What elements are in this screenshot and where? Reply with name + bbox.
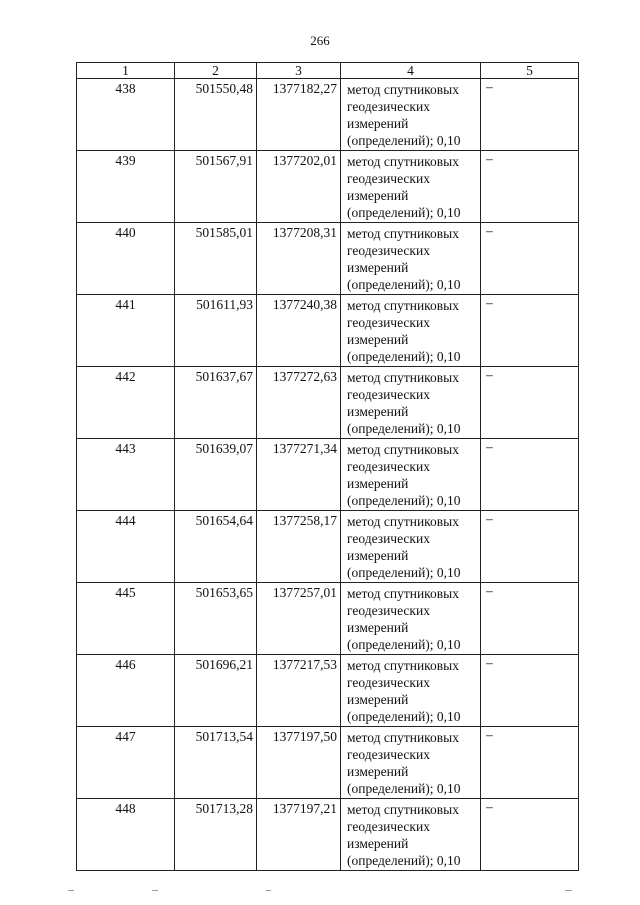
table-row bbox=[77, 439, 579, 511]
table-row bbox=[77, 367, 579, 439]
point-number-cell: 439 bbox=[77, 151, 175, 223]
point-number-cell: 445 bbox=[77, 583, 175, 655]
y-coordinate-cell: 1377217,53 bbox=[257, 655, 341, 727]
method-cell: метод спутниковых геодезических измерений (определений); 0,10 bbox=[341, 511, 481, 583]
method-cell: метод спутниковых геодезических измерений (определений); 0,10 bbox=[341, 151, 481, 223]
coordinates-table bbox=[76, 62, 579, 871]
note-cell: – bbox=[481, 655, 579, 727]
table-row bbox=[77, 511, 579, 583]
table-row bbox=[77, 151, 579, 223]
x-coordinate-cell: 501585,01 bbox=[175, 223, 257, 295]
column-header-4: 4 bbox=[341, 63, 481, 79]
x-coordinate-cell: 501567,91 bbox=[175, 151, 257, 223]
method-cell: метод спутниковых геодезических измерений (определений); 0,10 bbox=[341, 727, 481, 799]
y-coordinate-cell: 1377257,01 bbox=[257, 583, 341, 655]
y-coordinate-cell: 1377197,21 bbox=[257, 799, 341, 871]
x-coordinate-cell: 501550,48 bbox=[175, 79, 257, 151]
note-cell: – bbox=[481, 727, 579, 799]
column-header-2: 2 bbox=[175, 63, 257, 79]
point-number-cell: 446 bbox=[77, 655, 175, 727]
point-number-cell: 440 bbox=[77, 223, 175, 295]
note-cell: – bbox=[481, 79, 579, 151]
y-coordinate-cell: 1377258,17 bbox=[257, 511, 341, 583]
x-coordinate-cell: 501639,07 bbox=[175, 439, 257, 511]
y-coordinate-cell: 1377240,38 bbox=[257, 295, 341, 367]
note-cell: – bbox=[481, 439, 579, 511]
table-row bbox=[77, 727, 579, 799]
y-coordinate-cell: 1377271,34 bbox=[257, 439, 341, 511]
x-coordinate-cell: 501696,21 bbox=[175, 655, 257, 727]
point-number-cell: 443 bbox=[77, 439, 175, 511]
note-cell: – bbox=[481, 223, 579, 295]
x-coordinate-cell: 501654,64 bbox=[175, 511, 257, 583]
point-number-cell: 448 bbox=[77, 799, 175, 871]
note-cell: – bbox=[481, 799, 579, 871]
point-number-cell: 442 bbox=[77, 367, 175, 439]
method-cell: метод спутниковых геодезических измерений (определений); 0,10 bbox=[341, 799, 481, 871]
table-row bbox=[77, 655, 579, 727]
footer-scan-marks bbox=[0, 890, 640, 900]
method-cell: метод спутниковых геодезических измерений (определений); 0,10 bbox=[341, 655, 481, 727]
note-cell: – bbox=[481, 367, 579, 439]
point-number-cell: 444 bbox=[77, 511, 175, 583]
x-coordinate-cell: 501611,93 bbox=[175, 295, 257, 367]
note-cell: – bbox=[481, 583, 579, 655]
column-header-1: 1 bbox=[77, 63, 175, 79]
note-cell: – bbox=[481, 295, 579, 367]
table-row bbox=[77, 223, 579, 295]
table-row bbox=[77, 583, 579, 655]
column-header-5: 5 bbox=[481, 63, 579, 79]
method-cell: метод спутниковых геодезических измерений (определений); 0,10 bbox=[341, 367, 481, 439]
point-number-cell: 447 bbox=[77, 727, 175, 799]
table-row bbox=[77, 295, 579, 367]
y-coordinate-cell: 1377208,31 bbox=[257, 223, 341, 295]
table-header-row bbox=[77, 63, 579, 79]
note-cell: – bbox=[481, 511, 579, 583]
method-cell: метод спутниковых геодезических измерений (определений); 0,10 bbox=[341, 583, 481, 655]
point-number-cell: 441 bbox=[77, 295, 175, 367]
table-row bbox=[77, 799, 579, 871]
method-cell: метод спутниковых геодезических измерений (определений); 0,10 bbox=[341, 295, 481, 367]
page-number: 266 bbox=[310, 33, 330, 48]
table-row bbox=[77, 79, 579, 151]
x-coordinate-cell: 501713,28 bbox=[175, 799, 257, 871]
method-cell: метод спутниковых геодезических измерений (определений); 0,10 bbox=[341, 79, 481, 151]
y-coordinate-cell: 1377202,01 bbox=[257, 151, 341, 223]
point-number-cell: 438 bbox=[77, 79, 175, 151]
y-coordinate-cell: 1377197,50 bbox=[257, 727, 341, 799]
method-cell: метод спутниковых геодезических измерений (определений); 0,10 bbox=[341, 439, 481, 511]
y-coordinate-cell: 1377272,63 bbox=[257, 367, 341, 439]
column-header-3: 3 bbox=[257, 63, 341, 79]
x-coordinate-cell: 501653,65 bbox=[175, 583, 257, 655]
x-coordinate-cell: 501713,54 bbox=[175, 727, 257, 799]
x-coordinate-cell: 501637,67 bbox=[175, 367, 257, 439]
note-cell: – bbox=[481, 151, 579, 223]
y-coordinate-cell: 1377182,27 bbox=[257, 79, 341, 151]
method-cell: метод спутниковых геодезических измерений (определений); 0,10 bbox=[341, 223, 481, 295]
